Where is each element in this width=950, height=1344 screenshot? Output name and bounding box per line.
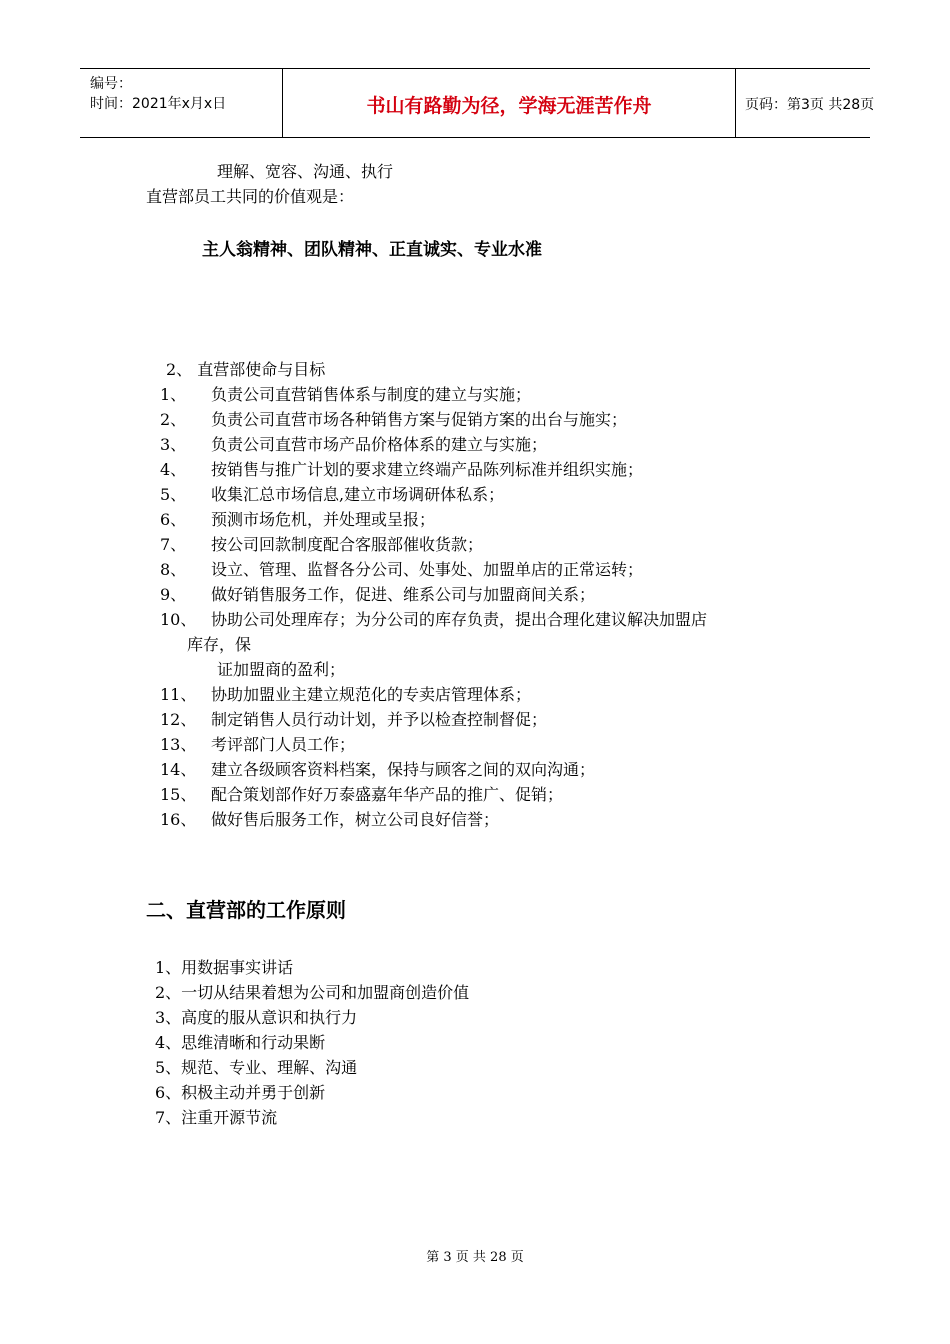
page-header bbox=[80, 68, 875, 138]
list-item-number: 10、 bbox=[160, 610, 197, 629]
list-item-text: 按销售与推广计划的要求建立终端产品陈列标准并组织实施； bbox=[211, 460, 644, 479]
list-item-number: 15、 bbox=[160, 785, 197, 804]
list-item-number: 6、 bbox=[160, 510, 187, 529]
list-item-number: 9、 bbox=[160, 585, 187, 604]
list-item: 7、注重开源节流 bbox=[155, 1108, 278, 1127]
list-item-text: 考评部门人员工作； bbox=[211, 735, 356, 754]
list-item-text: 制定销售人员行动计划，并予以检查控制督促； bbox=[211, 710, 548, 729]
mission-title: 2、 直营部使命与目标 bbox=[166, 360, 326, 379]
list-item-number: 5、 bbox=[160, 485, 187, 504]
document-code-label: 编号： bbox=[90, 76, 132, 92]
list-item: 4、思维清晰和行动果断 bbox=[155, 1033, 326, 1052]
header-page-info: 页码：第3页 共28页 bbox=[745, 97, 875, 113]
document-time-label: 时间：2021年x月x日 bbox=[90, 96, 227, 112]
header-motto-cell bbox=[282, 69, 736, 137]
list-item: 3、高度的服从意识和执行力 bbox=[155, 1008, 358, 1027]
list-item-number: 11、 bbox=[160, 685, 197, 704]
page-footer: 第 3 页 共 28 页 bbox=[426, 1250, 524, 1265]
list-item-text: 负责公司直营市场产品价格体系的建立与实施； bbox=[211, 435, 548, 454]
list-item: 6、积极主动并勇于创新 bbox=[155, 1083, 326, 1102]
intro-line-2: 直营部员工共同的价值观是： bbox=[146, 187, 355, 206]
core-values: 主人翁精神、团队精神、正直诚实、专业水准 bbox=[202, 240, 542, 260]
list-item-number: 3、 bbox=[160, 435, 187, 454]
list-item-number: 8、 bbox=[160, 560, 187, 579]
list-item-continuation: 证加盟商的盈利； bbox=[217, 660, 346, 679]
intro-line-1: 理解、宽容、沟通、执行 bbox=[217, 162, 394, 181]
list-item-text: 收集汇总市场信息,建立市场调研体私系； bbox=[211, 485, 505, 504]
list-item-number: 7、 bbox=[160, 535, 187, 554]
list-item-number: 13、 bbox=[160, 735, 197, 754]
list-item-text: 设立、管理、监督各分公司、处事处、加盟单店的正常运转； bbox=[211, 560, 644, 579]
list-item-text: 建立各级顾客资料档案，保持与顾客之间的双向沟通； bbox=[211, 760, 596, 779]
list-item-text: 负责公司直营销售体系与制度的建立与实施； bbox=[211, 385, 532, 404]
list-item-text: 协助加盟业主建立规范化的专卖店管理体系； bbox=[211, 685, 532, 704]
list-item: 1、用数据事实讲话 bbox=[155, 958, 294, 977]
list-item-text: 配合策划部作好万泰盛嘉年华产品的推广、促销； bbox=[211, 785, 564, 804]
list-item-number: 4、 bbox=[160, 460, 187, 479]
list-item-number: 2、 bbox=[160, 410, 187, 429]
list-item-text: 按公司回款制度配合客服部催收货款； bbox=[211, 535, 484, 554]
header-motto: 书山有路勤为径，学海无涯苦作舟 bbox=[366, 95, 652, 117]
list-item-text: 负责公司直营市场各种销售方案与促销方案的出台与施实； bbox=[211, 410, 628, 429]
list-item-text: 预测市场危机，并处理或呈报； bbox=[211, 510, 436, 529]
list-item: 2、一切从结果着想为公司和加盟商创造价值 bbox=[155, 983, 470, 1002]
list-item-text: 做好销售服务工作，促进、维系公司与加盟商间关系； bbox=[211, 585, 596, 604]
list-item-number: 14、 bbox=[160, 760, 197, 779]
section-heading: 二、直营部的工作原则 bbox=[146, 898, 346, 922]
list-item-text: 做好售后服务工作，树立公司良好信誉； bbox=[211, 810, 500, 829]
list-item-continuation: 库存，保 bbox=[187, 635, 252, 654]
list-item-number: 12、 bbox=[160, 710, 197, 729]
list-item-number: 16、 bbox=[160, 810, 197, 829]
list-item-number: 1、 bbox=[160, 385, 187, 404]
list-item-text: 协助公司处理库存；为分公司的库存负责，提出合理化建议解决加盟店 bbox=[211, 610, 708, 629]
header-left-cell bbox=[80, 69, 282, 137]
header-right-cell bbox=[735, 69, 875, 137]
list-item: 5、规范、专业、理解、沟通 bbox=[155, 1058, 358, 1077]
